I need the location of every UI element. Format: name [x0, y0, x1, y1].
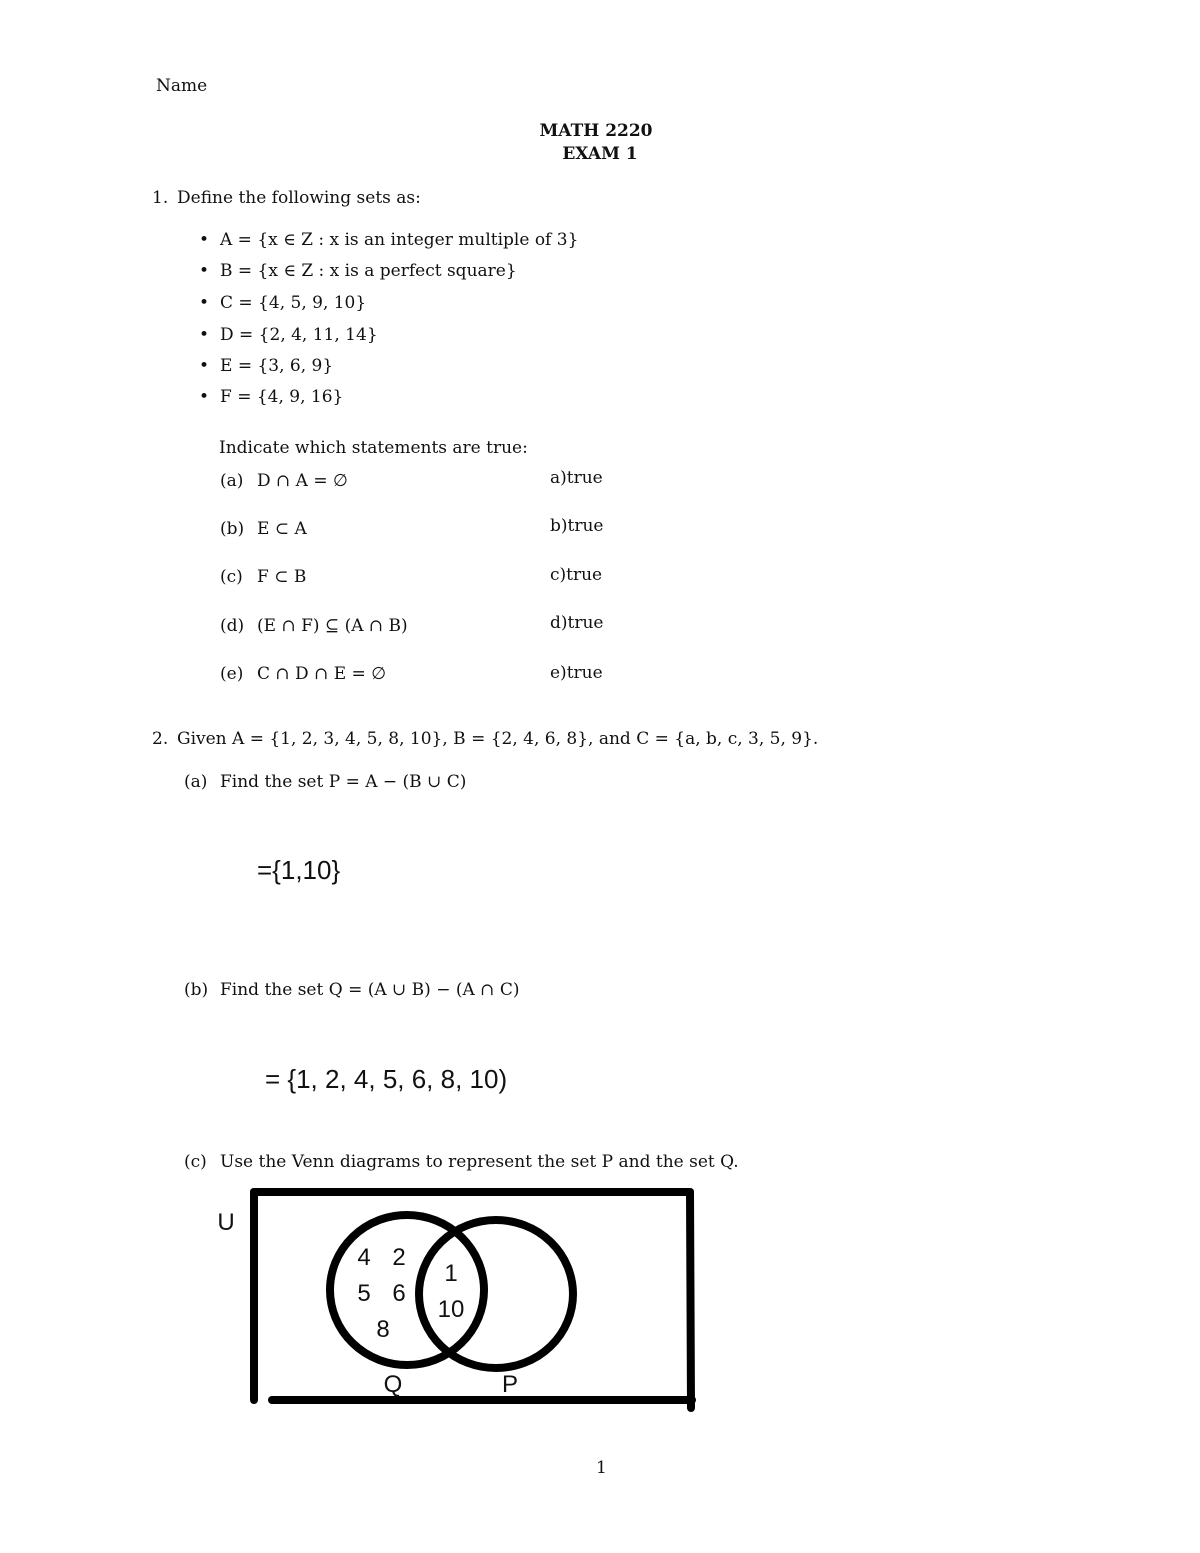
- venn-element: 5: [357, 1280, 371, 1307]
- venn-element: 4: [357, 1244, 371, 1271]
- bullet: •: [199, 356, 210, 376]
- bullet: •: [199, 230, 210, 250]
- q2b-text: Find the set Q = (A ∪ B) − (A ∩ C): [220, 980, 520, 1000]
- bullet: •: [199, 325, 210, 345]
- statement-label-a: (a): [220, 471, 244, 491]
- statement-label-d: (d): [220, 616, 245, 636]
- q1-intro: Define the following sets as:: [177, 188, 421, 208]
- set-definition-a: A = {x ∈ Z : x is an integer multiple of 3}: [220, 230, 579, 250]
- q2b-answer: = {1, 2, 4, 5, 6, 8, 10): [265, 1064, 508, 1094]
- set-definition-e: E = {3, 6, 9}: [220, 356, 334, 376]
- q2c-label: (c): [184, 1152, 207, 1172]
- q2a-answer: ={1,10}: [257, 855, 341, 885]
- statement-label-b: (b): [220, 519, 245, 539]
- set-p-label: P: [501, 1371, 519, 1398]
- set-definition-f: F = {4, 9, 16}: [220, 387, 344, 407]
- q2-number: 2.: [152, 729, 169, 749]
- statement-answer-d: d)true: [550, 613, 604, 633]
- page-number: 1: [596, 1458, 607, 1478]
- set-definition-b: B = {x ∈ Z : x is a perfect square}: [220, 261, 517, 281]
- statement-expr-c: F ⊂ B: [257, 567, 307, 587]
- venn-element: 2: [392, 1244, 406, 1271]
- set-definition-c: C = {4, 5, 9, 10}: [220, 293, 367, 313]
- q2a-text: Find the set P = A − (B ∪ C): [220, 772, 467, 792]
- statement-label-e: (e): [220, 664, 244, 684]
- q1-instruction: Indicate which statements are true:: [219, 438, 528, 458]
- statement-label-c: (c): [220, 567, 243, 587]
- statement-expr-a: D ∩ A = ∅: [257, 471, 348, 491]
- course-title: MATH 2220: [539, 121, 653, 141]
- universe-label: U: [217, 1209, 235, 1236]
- set-q-label: Q: [383, 1371, 403, 1398]
- statement-answer-e: e)true: [550, 663, 603, 683]
- statement-expr-d: (E ∩ F) ⊆ (A ∩ B): [257, 616, 408, 636]
- set-q-circle: [330, 1215, 484, 1365]
- q2c-text: Use the Venn diagrams to represent the set P and the set Q.: [220, 1152, 739, 1172]
- statement-answer-b: b)true: [550, 516, 604, 536]
- name-label: Name: [156, 76, 208, 96]
- statement-answer-a: a)true: [550, 468, 603, 488]
- exam-title: EXAM 1: [562, 144, 638, 164]
- venn-element: 1: [444, 1260, 458, 1287]
- venn-element: 6: [392, 1280, 406, 1307]
- q2-given: Given A = {1, 2, 3, 4, 5, 8, 10}, B = {2, 4, 6, 8}, and C = {a, b, c, 3, 5, 9}.: [177, 729, 819, 749]
- venn-element: 8: [376, 1316, 390, 1343]
- statement-expr-e: C ∩ D ∩ E = ∅: [257, 664, 387, 684]
- bullet: •: [199, 387, 210, 407]
- bullet: •: [199, 293, 210, 313]
- set-p-circle: [419, 1220, 573, 1368]
- q2b-label: (b): [184, 980, 209, 1000]
- universe-box-right: [690, 1192, 691, 1408]
- statement-answer-c: c)true: [550, 565, 603, 585]
- q1-number: 1.: [152, 188, 169, 208]
- q2a-label: (a): [184, 772, 208, 792]
- bullet: •: [199, 261, 210, 281]
- venn-element: 10: [437, 1296, 465, 1323]
- statement-expr-b: E ⊂ A: [257, 519, 307, 539]
- set-definition-d: D = {2, 4, 11, 14}: [220, 325, 378, 345]
